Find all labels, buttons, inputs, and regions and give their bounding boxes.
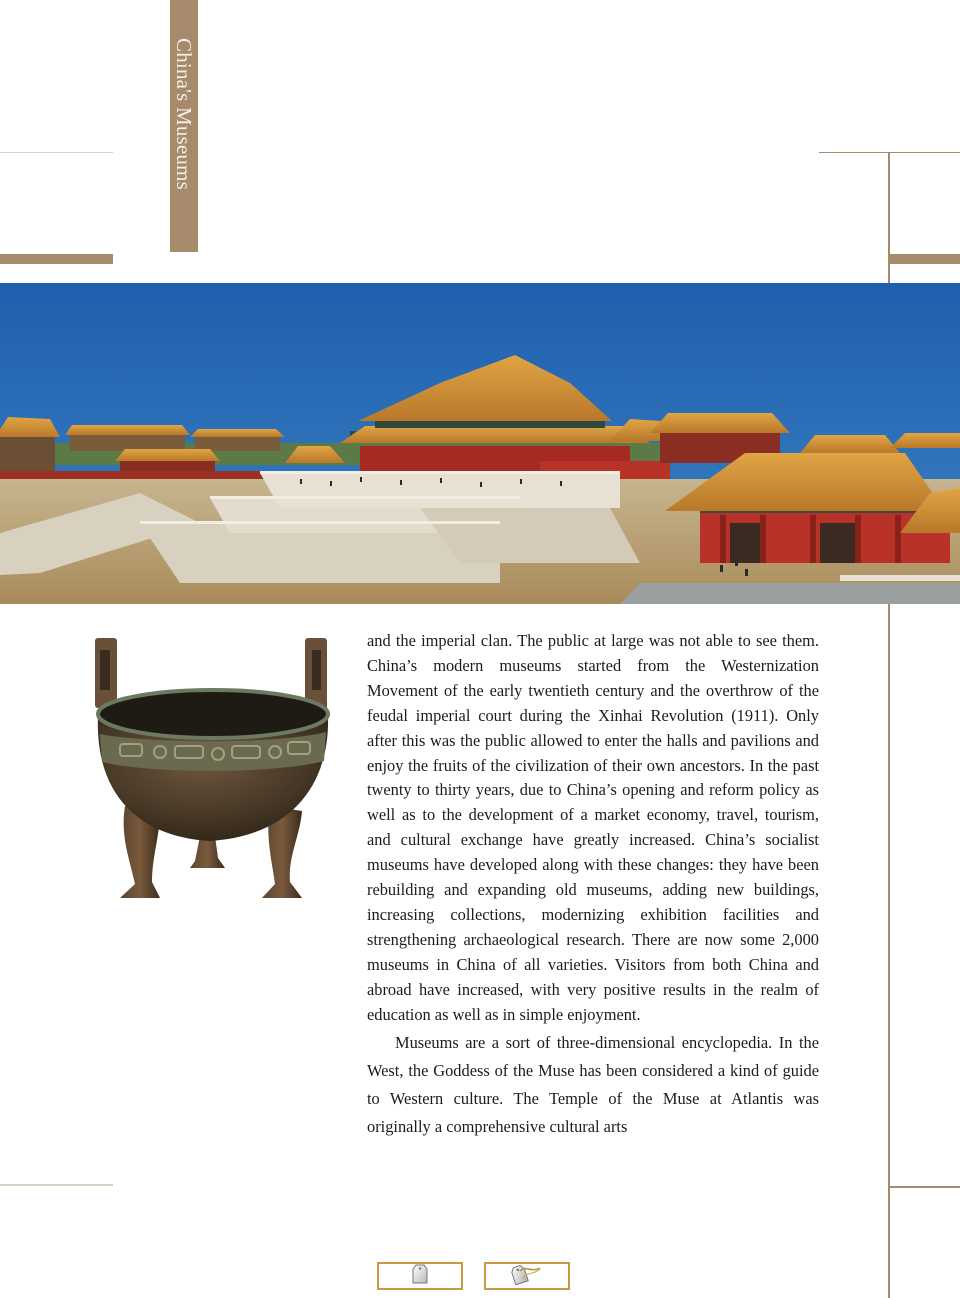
tied-tag-icon	[510, 1263, 544, 1290]
forbidden-city-photo	[0, 283, 960, 604]
section-title: China's Museums	[172, 38, 196, 191]
bronze-ding-photo	[90, 636, 335, 911]
body-text	[367, 629, 819, 1141]
body-paragraph: Museums are a sort of three-dimensional encyclopedia. In the West, the Goddess of the Muse has been considered a kind of guide to Western culture. The Temple of the Muse at Atlantis was originally a comprehensive cultural arts	[367, 1032, 819, 1136]
next-page-button[interactable]	[484, 1262, 570, 1290]
blank-tag-icon	[412, 1264, 428, 1289]
previous-page-button[interactable]	[377, 1262, 463, 1290]
top-left-thin-rule	[0, 152, 113, 153]
body-paragraph: and the imperial clan. The public at large was not able to see them. China’s modern museums started from the Westernization Movement of the early twentieth century and the overthrow of the feudal imperial court during the Xinhai Revolution (1911). Only after this was the public allowed to enter the halls and pavilions and enjoy the fruits of the civilization of their own ancestors. In the past twenty to thirty years, due to China’s opening and reform policy as well as to the development of a market economy, travel, tourism, and cultural exchange have greatly increased. China’s socialist museums have developed along with these changes: they have been rebuilding and expanding old museums, adding new buildings, increasing collections, modernizing exhibition facilities and strengthening archaeological research. There are now some 2,000 museums in China of all varieties. Visitors from both China and abroad have increased, with very positive results in the realm of education as well as in simple enjoyment.	[367, 631, 819, 1024]
section-tab	[170, 0, 198, 252]
top-left-thick-rule	[0, 254, 113, 264]
bottom-left-thin-rule	[0, 1184, 113, 1186]
top-right-thick-rule	[890, 254, 960, 264]
bottom-right-thin-rule	[890, 1186, 960, 1188]
